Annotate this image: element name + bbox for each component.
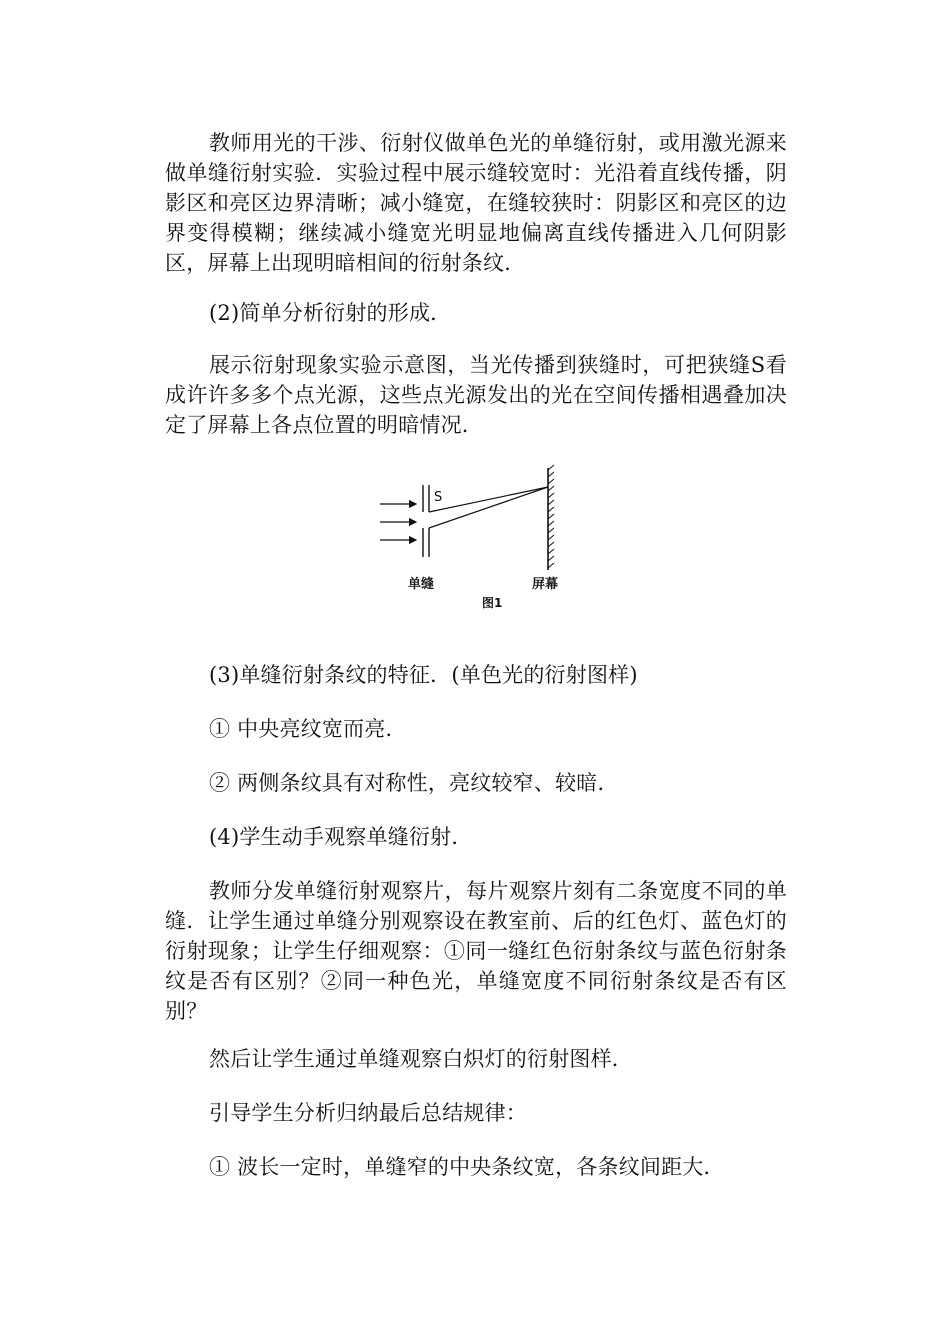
paragraph-white-light: 然后让学生通过单缝观察白炽灯的衍射图样． (209, 1047, 633, 1071)
paragraph-experiment-intro: 教师用光的干涉、衍射仪做单色光的单缝衍射，或用激光源来做单缝衍射实验．实验过程中展示缝较宽时：光沿着直线传播，阴影区和亮区边界清晰；减小缝宽，在缝较狭时：阴影区和亮区的边界变得模糊；继续减小缝宽光明显地偏离直线传播进入几何阴影区，屏幕上出现明暗相间的衍射条纹． (165, 131, 787, 275)
paragraph-section-2-heading: (2)简单分析衍射的形成． (209, 301, 452, 325)
single-slit-diagram (378, 460, 578, 615)
screen-hatching (548, 465, 554, 568)
paragraph-point-1: ① 中央亮纹宽而亮． (209, 717, 407, 741)
ray-lower (429, 487, 548, 528)
paragraph-section-4-heading: (4)学生动手观察单缝衍射． (209, 825, 473, 849)
paragraph-observation-instructions: 教师分发单缝衍射观察片，每片观察片刻有二条宽度不同的单缝．让学生通过单缝分别观察设在教室前、后的红色灯、蓝色灯的衍射现象；让学生仔细观察：①同一缝红色衍射条纹与蓝色衍射条纹是否有区别？②同一种色光，单缝宽度不同衍射条纹是否有区别？ (165, 879, 787, 1023)
slit-label: 单缝 (408, 577, 435, 592)
paragraph-rule-1: ① 波长一定时，单缝窄的中央条纹宽，各条纹间距大． (209, 1155, 725, 1179)
paragraph-summary-intro: 引导学生分析归纳最后总结规律： (209, 1101, 527, 1125)
paragraph-point-2: ② 两侧条纹具有对称性，亮纹较窄、较暗． (209, 771, 619, 795)
slit-symbol-label: S (434, 490, 443, 505)
ray-upper (429, 487, 548, 512)
paragraph-diffraction-explanation: 展示衍射现象实验示意图，当光传播到狭缝时，可把狭缝S看成许许多多个点光源，这些点光源发出的光在空间传播相遇叠加决定了屏幕上各点位置的明暗情况． (165, 353, 787, 437)
paragraph-section-3-heading: (3)单缝衍射条纹的特征．(单色光的衍射图样) (209, 663, 638, 687)
figure-caption: 图1 (482, 596, 503, 610)
screen-label: 屏幕 (532, 577, 559, 592)
